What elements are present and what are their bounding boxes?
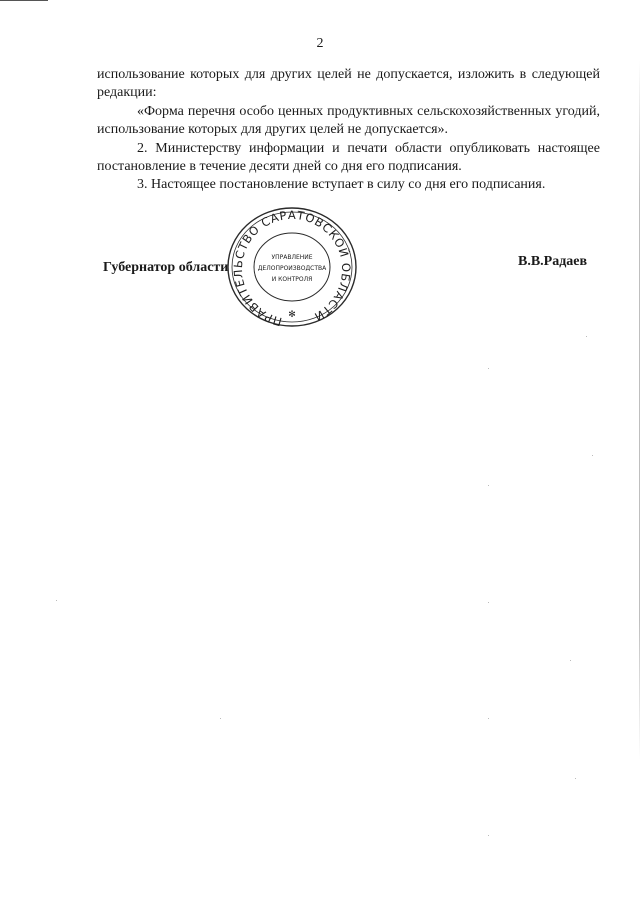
scan-speck bbox=[488, 835, 489, 836]
seal-outer-text: ПРАВИТЕЛЬСТВО САРАТОВСКОЙ ОБЛАСТИ bbox=[230, 207, 354, 329]
page-number: 2 bbox=[316, 36, 324, 51]
official-seal-stamp bbox=[224, 204, 360, 330]
paragraph-continuation: использование которых для других целей не допускается, изложить в следующей редакции: bbox=[97, 67, 600, 101]
scan-edge-top bbox=[0, 0, 48, 1]
paragraph-item-3: 3. Настоящее постановление вступает в силу со дня его подписания. bbox=[137, 177, 546, 193]
scan-speck bbox=[575, 778, 576, 779]
seal-inner-line-1: УПРАВЛЕНИЕ bbox=[271, 254, 313, 261]
signature-name: В.В.Радаев bbox=[518, 254, 588, 269]
scan-speck bbox=[56, 600, 57, 601]
seal-star-icon: ✻ bbox=[288, 310, 296, 320]
scan-speck bbox=[488, 368, 489, 369]
scan-speck bbox=[220, 718, 221, 719]
scan-speck bbox=[488, 602, 489, 603]
scan-speck bbox=[586, 336, 587, 337]
scan-speck bbox=[488, 485, 489, 486]
scan-speck bbox=[570, 660, 571, 661]
scan-speck bbox=[488, 718, 489, 719]
signature-position: Губернатор области bbox=[103, 260, 229, 275]
seal-graphic bbox=[224, 204, 360, 330]
document-body bbox=[97, 66, 600, 195]
seal-inner-line-3: И КОНТРОЛЯ bbox=[271, 276, 313, 283]
paragraph-quote: «Форма перечня особо ценных продуктивных сельскохозяйственных угодий, использование которых для других целей не допускается». bbox=[97, 103, 600, 138]
scan-speck bbox=[592, 455, 593, 456]
paragraph-item-2: 2. Министерству информации и печати области опубликовать настоящее постановление в течение десяти дней со дня его подписания. bbox=[97, 140, 600, 175]
seal-inner-line-2: ДЕЛОПРОИЗВОДСТВА bbox=[257, 265, 327, 272]
